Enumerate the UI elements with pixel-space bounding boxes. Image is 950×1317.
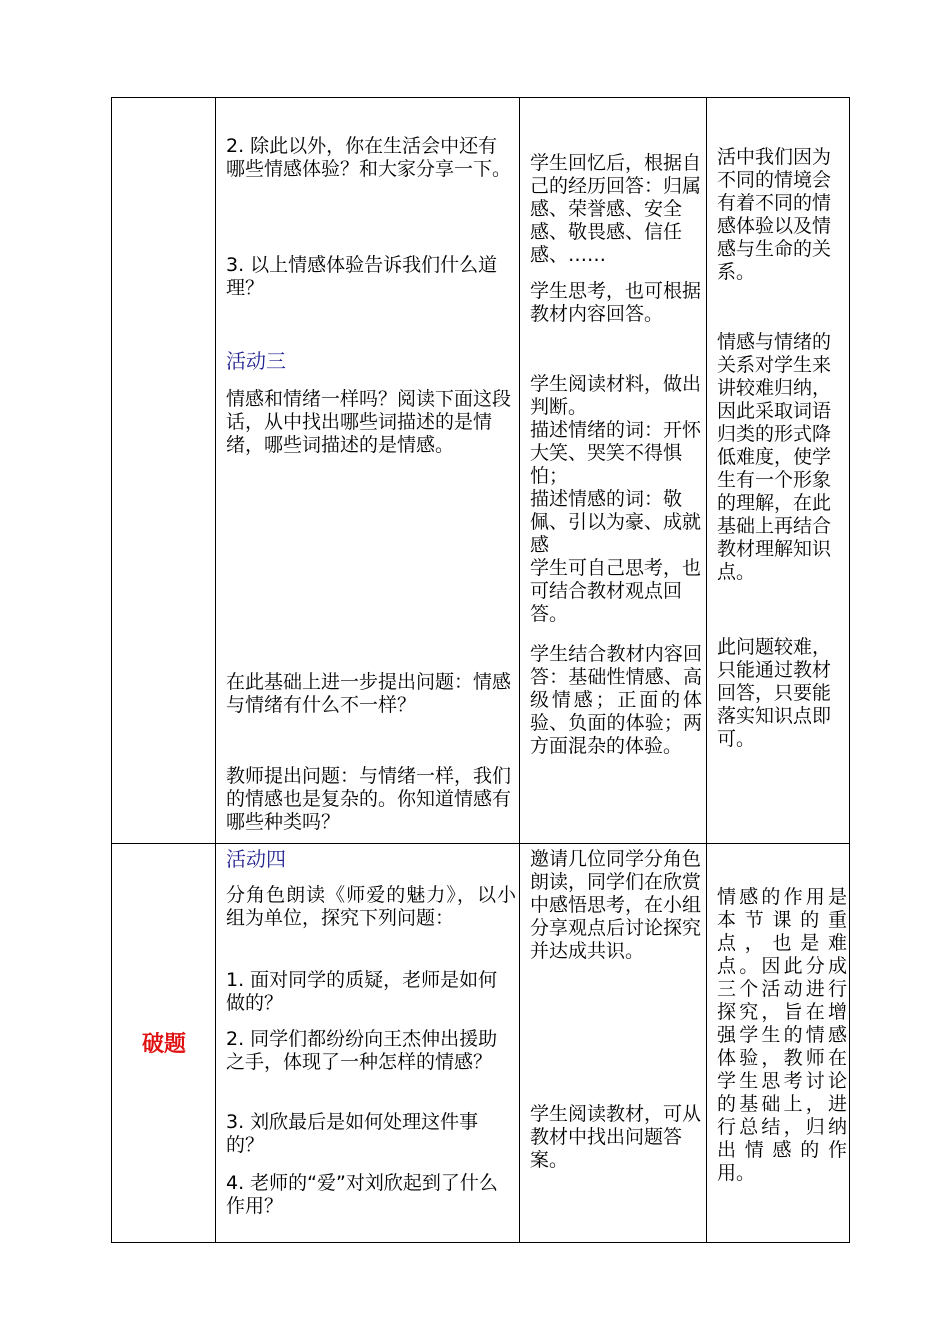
student-read-textbook: 学生阅读教材，可从教材中找出问题答案。 (530, 1103, 702, 1171)
question-2: 2. 除此以外，你在生活会中还有哪些情感体验？和大家分享一下。 (226, 135, 512, 180)
student-combine-answer: 学生结合教材内容回答：基础性情感、高级情感；正面的体验、负面的体验；两方面混杂的体验。 (530, 643, 702, 757)
activity-4-question-3: 3. 刘欣最后是如何处理这件事的？ (226, 1111, 479, 1156)
activity-3-text: 情感和情绪一样吗？阅读下面这段话，从中找出哪些词描述的是情绪，哪些词描述的是情感。 (226, 388, 512, 456)
student-read-material: 学生阅读材料，做出判断。 描述情绪的词：开怀大笑、哭笑不得惧怕； 描述情感的词：敬佩、引以为豪、成就感 学生可自己思考，也可结合教材观点回答。 (530, 373, 702, 625)
teacher-question: 教师提出问题：与情绪一样，我们的情感也是复杂的。你知道情感有哪些种类吗？ (226, 765, 512, 833)
row-divider (112, 843, 849, 844)
design-note-1: 活中我们因为不同的情境会有着不同的情感体验以及情感与生命的关系。 (717, 146, 832, 283)
student-think: 学生思考，也可根据教材内容回答。 (530, 280, 702, 325)
section-label: 破题 (141, 1032, 186, 1057)
column-divider (215, 98, 216, 1242)
design-note-2: 情感与情绪的关系对学生来讲较难归纳，因此采取词语归类的形式降低难度，使学生有一个形象的理解，在此基础上再结合教材理解知识点。 (717, 331, 832, 583)
further-question: 在此基础上进一步提出问题：情感与情绪有什么不一样？ (226, 671, 512, 716)
design-note-emotion-role: 情感的作用是本节课的重点，也是难点。因此分成三个活动进行探究，旨在增强学生的情感体验，教师在学生思考讨论的基础上，进行总结，归纳出情感的作用。 (717, 886, 847, 1184)
activity-3-title: 活动三 (226, 349, 286, 373)
activity-4-question-1: 1. 面对同学的质疑，老师是如何做的？ (226, 969, 498, 1014)
activity-4-intro: 分角色朗读《师爱的魅力》，以小组为单位，探究下列问题： (226, 884, 516, 929)
activity-4-question-4: 4. 老师的“爱”对刘欣起到了什么作用？ (226, 1172, 498, 1217)
column-divider (706, 98, 707, 1242)
lesson-table (111, 97, 850, 1243)
student-recall: 学生回忆后，根据自己的经历回答：归属感、荣誉感、安全感、敬畏感、信任感、…… (530, 152, 702, 266)
question-3: 3. 以上情感体验告诉我们什么道理？ (226, 254, 498, 299)
column-divider (519, 98, 520, 1242)
activity-4-question-2: 2. 同学们都纷纷向王杰伸出援助之手，体现了一种怎样的情感？ (226, 1028, 498, 1073)
activity-4-title: 活动四 (226, 847, 286, 871)
student-role-reading: 邀请几位同学分角色朗读，同学们在欣赏中感悟思考，在小组分享观点后讨论探究并达成共识。 (530, 848, 702, 962)
design-note-3: 此问题较难，只能通过教材回答，只要能落实知识点即可。 (717, 636, 832, 750)
